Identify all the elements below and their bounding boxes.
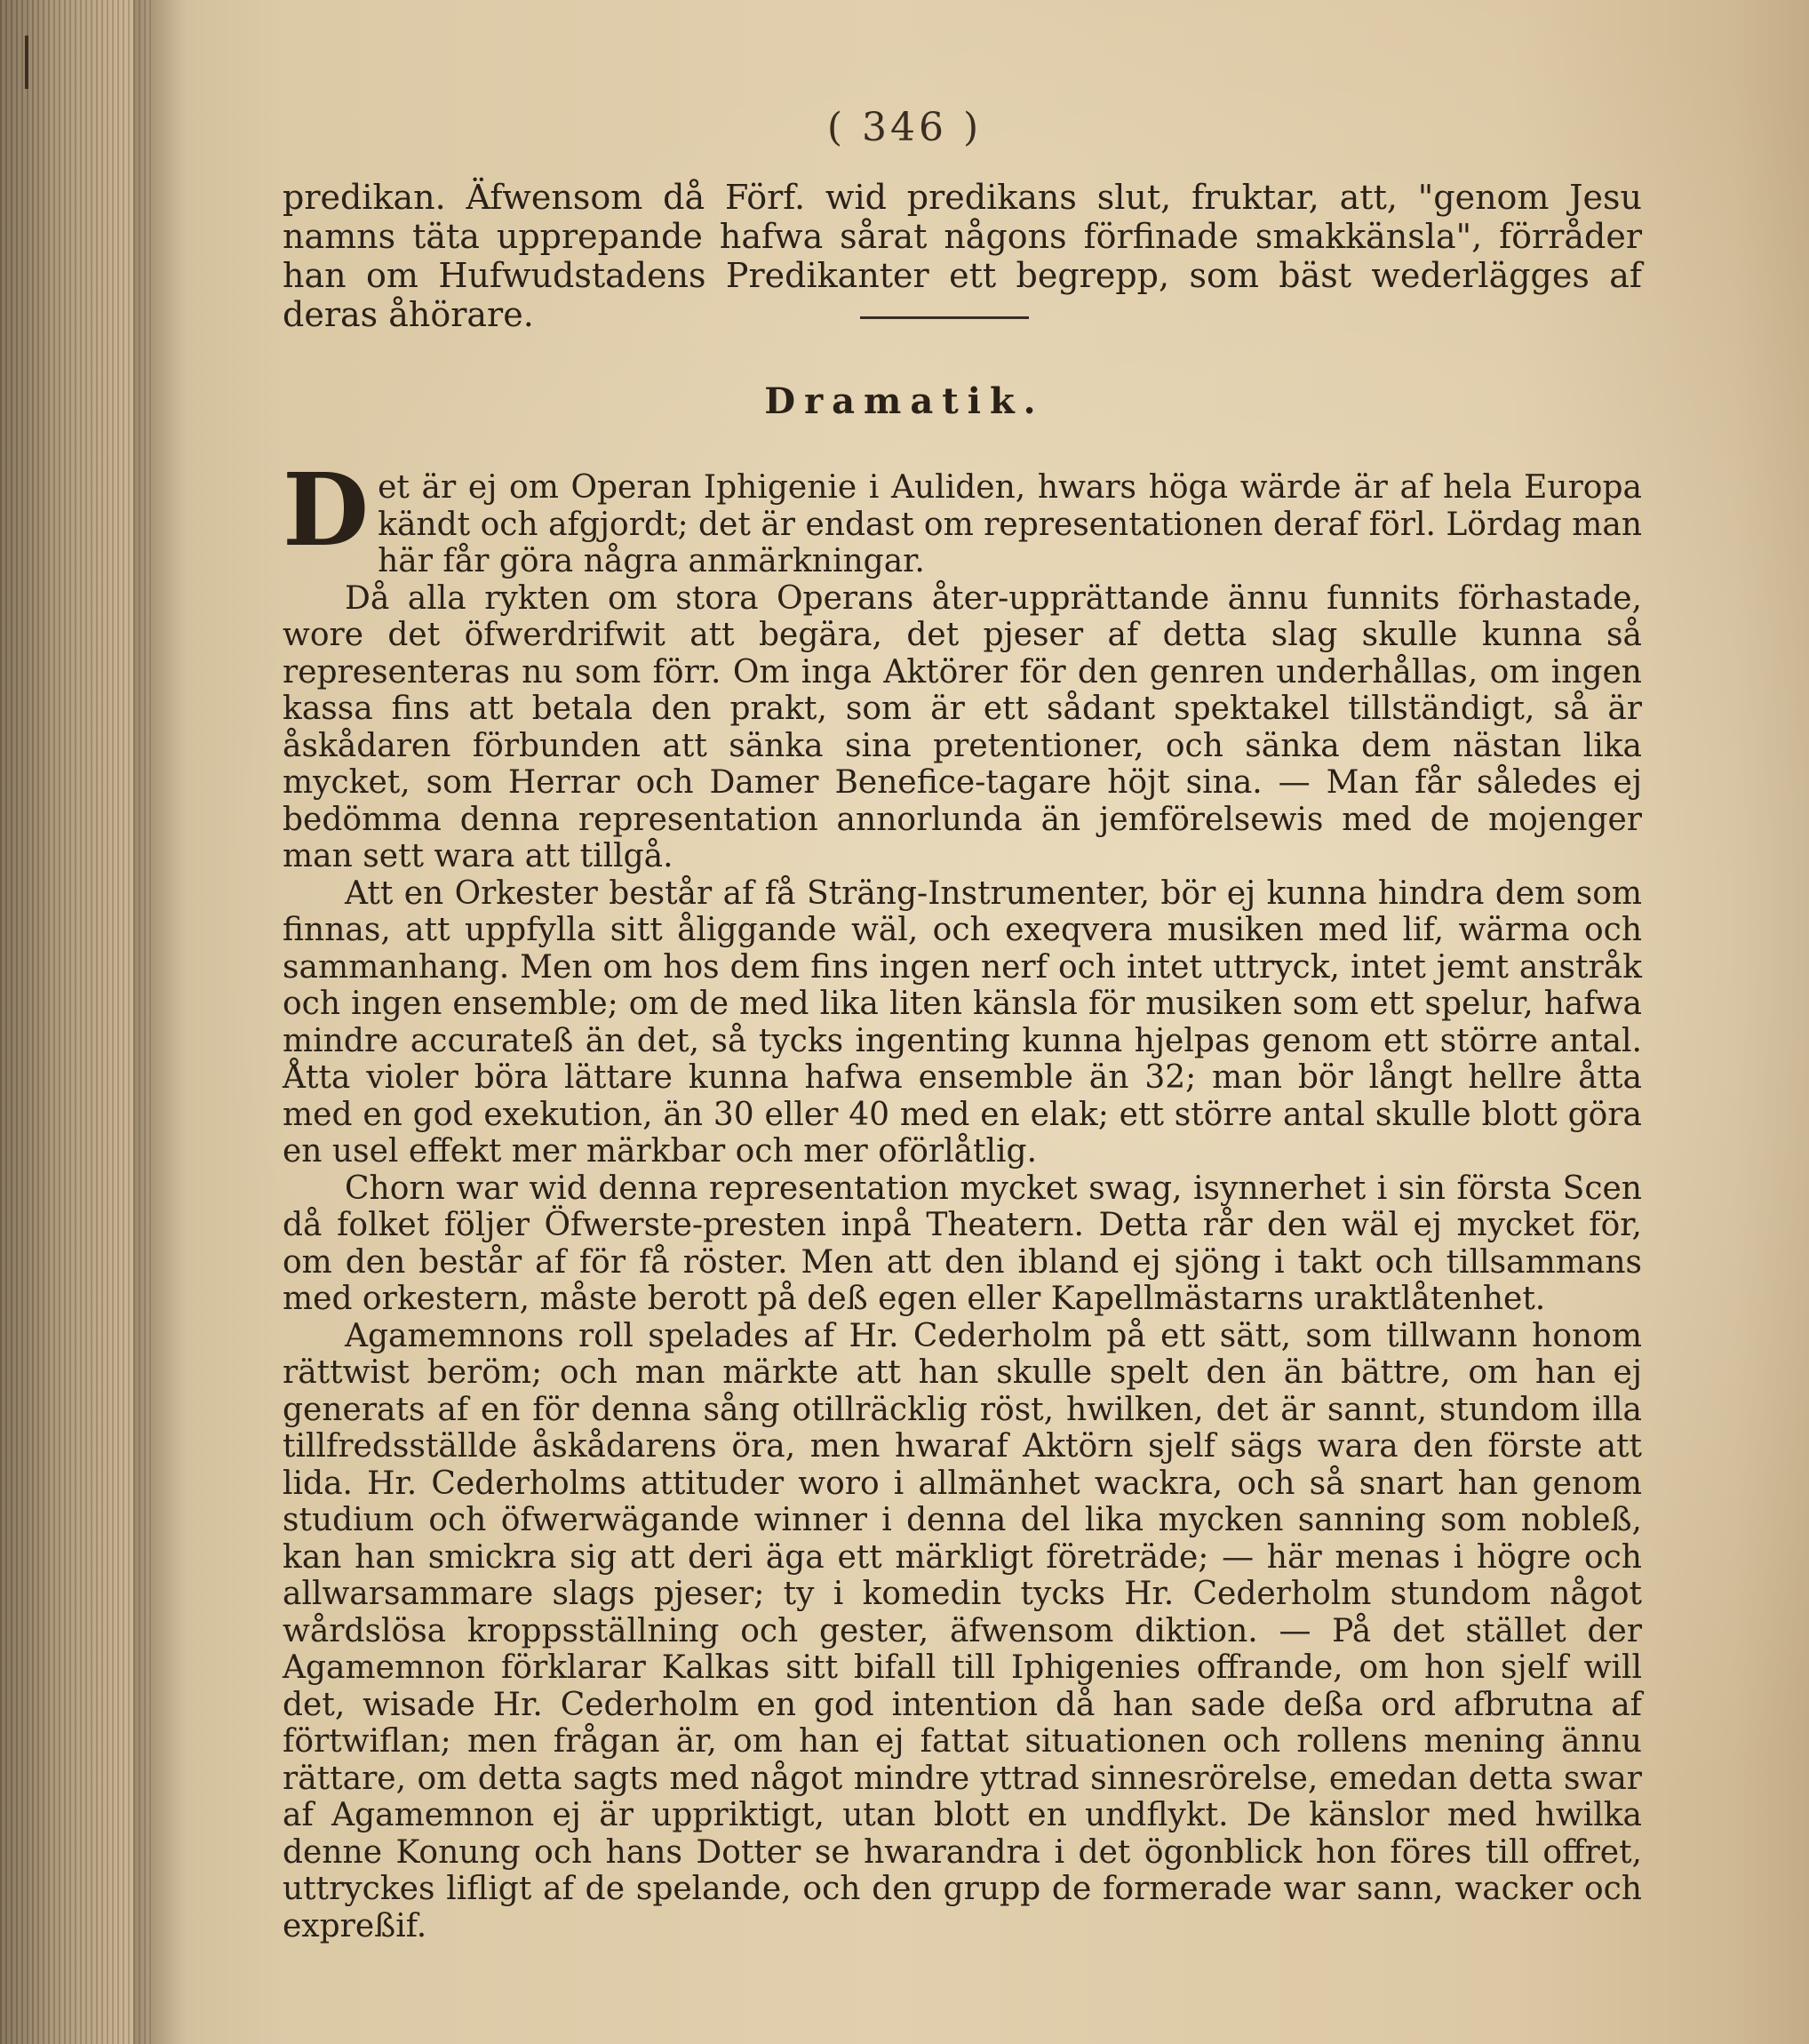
paragraph-1-text: et är ej om Operan Iphigenie i Auliden, hwars höga wärde är af hela Europa kändt och afgjordt; det är endast om representationen deraf förl. Lördag man här får göra några anmärkningar. [378, 469, 1642, 579]
paragraph-4: Chorn war wid denna representation mycket swag, isynnerhet i sin första Scen då folket följer Öfwerste-presten inpå Theatern. Detta rår den wäl ej mycket för, om den består af för få röster. Men att den ibland ej sjöng i takt och tillsammans med orkestern, måste berott på deß egen eller Kapellmästarns uraktlåtenhet. [283, 1170, 1642, 1317]
drop-cap: D [283, 452, 370, 569]
paragraph-3: Att en Orkester består af få Sträng-Instrumenter, bör ej kunna hindra dem som finnas, att uppfylla sitt åliggande wäl, och exeqvera musiken med lif, wärma och sammanhang. Men om hos dem fins ingen nerf och intet uttryck, intet jemt anstråk och ingen ensemble; om de med lika liten känsla för musiken som ett spelur, hafwa mindre accurateß än det, så tycks ingenting kunna hjelpas genom ett större antal. Åtta violer böra lättare kunna hafwa ensemble än 32; man bör långt hellre åtta med en god exekution, än 30 eller 40 med en elak; ett större antal skulle blott göra en usel effekt mer märkbar och mer oförlåtlig. [283, 874, 1642, 1170]
previous-article-text: predikan. Äfwensom då Förf. wid predikans slut, fruktar, att, "genom Jesu namns täta upprepande hafwa sårat någons förfinade smakkänsla", förråder han om Hufwudstadens Predikanter ett begrepp, som bäst wederlägges af deras åhörare. [283, 178, 1642, 334]
spine-mark [25, 36, 28, 89]
gutter-shadow [133, 0, 187, 2044]
paragraph-1 [283, 452, 1642, 580]
article-body [283, 452, 1642, 1944]
page-edges [0, 0, 151, 2044]
section-divider [860, 316, 1029, 319]
page-number: ( 346 ) [826, 105, 983, 150]
paragraph-2: Då alla rykten om stora Operans åter-upprättande ännu funnits förhastade, wore det öfwerdrifwit att begära, det pjeser af detta slag skulle kunna så representeras nu som förr. Om inga Aktörer för den genren underhållas, om ingen kassa fins att betala den prakt, som är ett sådant spektakel tillständigt, så är åskådaren förbunden att sänka sina pretentioner, och sänka dem nästan lika mycket, som Herrar och Damer Benefice-tagare höjt sina. — Man får således ej bedömma denna representation annorlunda än jemförelsewis med de mojenger man sett wara att tillgå. [283, 579, 1642, 874]
section-heading: Dramatik. [764, 380, 1045, 422]
paragraph-5: Agamemnons roll spelades af Hr. Cederholm på ett sätt, som tillwann honom rättwist beröm; och man märkte att han skulle spelt den än bättre, om han ej generats af en för denna sång otillräcklig röst, hwilken, det är sannt, stundom illa tillfredsställde åskådarens öra, men hwaraf Aktörn sjelf sägs wara den förste att lida. Hr. Cederholms attituder woro i allmänhet wackra, och så snart han genom studium och öfwerwägande winner i denna del lika mycken sanning som nobleß, kan han smickra sig att deri äga ett märkligt företräde; — här menas i högre och allwarsammare slags pjeser; ty i komedin tycks Hr. Cederholm stundom något wårdslösa kroppsställning och gester, äfwensom diktion. — På det stället der Agamemnon förklarar Kalkas sitt bifall till Iphigenies offrande, om hon sjelf will det, wisade Hr. Cederholm en god intention då han sade deßa ord afbrutna af förtwiflan; men frågan är, om han ej fattat situationen och rollens mening ännu rättare, om detta sagts med något mindre yttrad sinnesrörelse, emedan detta swar af Agamemnon ej är uppriktigt, utan blott en undflykt. De känslor med hwilka denne Konung och hans Dotter se hwarandra i det ögonblick hon föres till offret, uttryckes lifligt af de spelande, och den grupp de formerade war sann, wacker och expreßif. [283, 1317, 1642, 1944]
